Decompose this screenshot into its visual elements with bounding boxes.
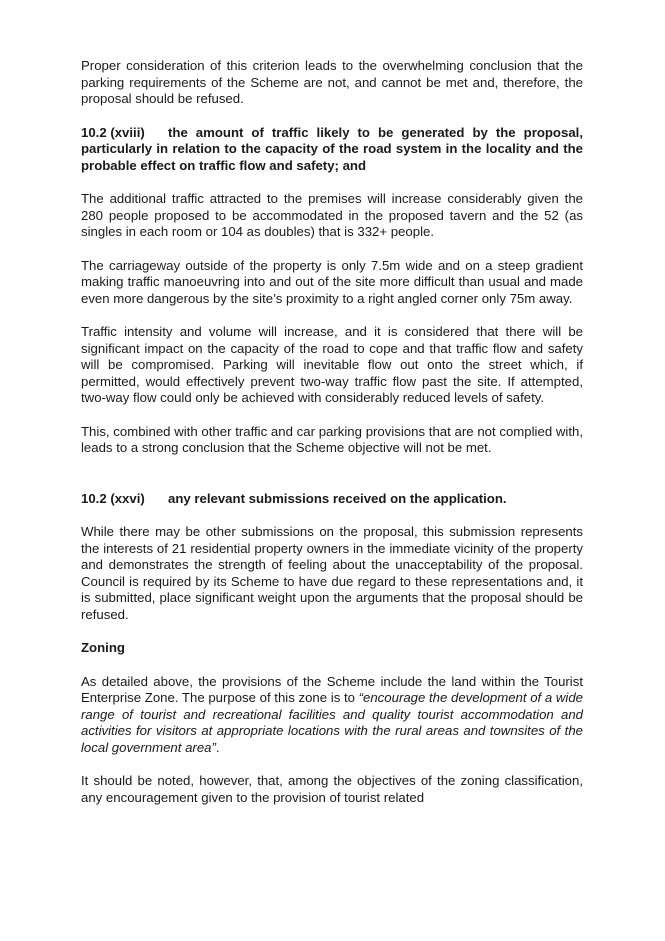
heading-criterion-xviii — [81, 125, 583, 175]
zoning-tail-text: . — [215, 739, 220, 755]
paragraph-traffic-intensity: Traffic intensity and volume will increase, and it is considered that there will be significant impact on the capacity of the road to cope and that traffic flow and safety will be compromised. Parking will inevitable flow out onto the street which, if permitted, would effectively prevent two-way traffic flow past the site. If attempted, two-way flow could only be achieved with considerably reduced levels of safety. — [81, 324, 583, 405]
paragraph-zoning-objectives: It should be noted, however, that, among the objectives of the zoning classification, any encouragement given to the provision of tourist related — [81, 773, 583, 805]
heading-text: any relevant submissions received on the application. — [168, 490, 507, 506]
heading-number: 10.2 (xviii) — [81, 124, 145, 140]
heading-zoning: Zoning — [81, 640, 125, 655]
paragraph-carriageway: The carriageway outside of the property is only 7.5m wide and on a steep gradient making traffic manoeuvring into and out of the site more difficult than usual and made even more dangerous by the site’s proximity to a right angled corner only 75m away. — [81, 257, 583, 306]
document-page — [81, 58, 583, 806]
paragraph-additional-traffic: The additional traffic attracted to the premises will increase considerably given the 280 people proposed to be accommodated in the proposed tavern and the 52 (as singles in each room or 104 as doubles) that is 332+ people. — [81, 191, 583, 239]
zoning-lead-text: As detailed above, the provisions of the Scheme include the land within the Tourist Enterprise Zone. The purpose of this zone is to — [81, 673, 583, 705]
paragraph-zoning-purpose — [81, 674, 583, 757]
paragraph-submissions: While there may be other submissions on the proposal, this submission represents the interests of 21 residential property owners in the immediate vicinity of the property and demonstrates the strength of feeling about the unacceptability of the proposal. Council is required by its Scheme to have due regard to these representations and, it is submitted, place significant weight upon the arguments that the proposal should be refused. — [81, 524, 583, 622]
heading-text: the amount of traffic likely to be generated by the proposal, particularly in relation to the capacity of the road system in the locality and the probable effect on traffic flow and safety; and — [81, 124, 583, 173]
paragraph-combined-conclusion: This, combined with other traffic and car parking provisions that are not complied with, leads to a strong conclusion that the Scheme objective will not be met. — [81, 423, 583, 455]
paragraph-parking-conclusion: Proper consideration of this criterion leads to the overwhelming conclusion that the parking requirements of the Scheme are not, and cannot be met and, therefore, the proposal should be refused. — [81, 58, 583, 106]
zoning-quote: “encourage the development of a wide range of tourist and recreational facilities and quality tourist accommodation and activities for visitors at appropriate locations with the rural areas and townsites of the local government area” — [81, 690, 583, 755]
heading-number: 10.2 (xxvi) — [81, 490, 145, 506]
heading-criterion-xxvi — [81, 491, 583, 508]
